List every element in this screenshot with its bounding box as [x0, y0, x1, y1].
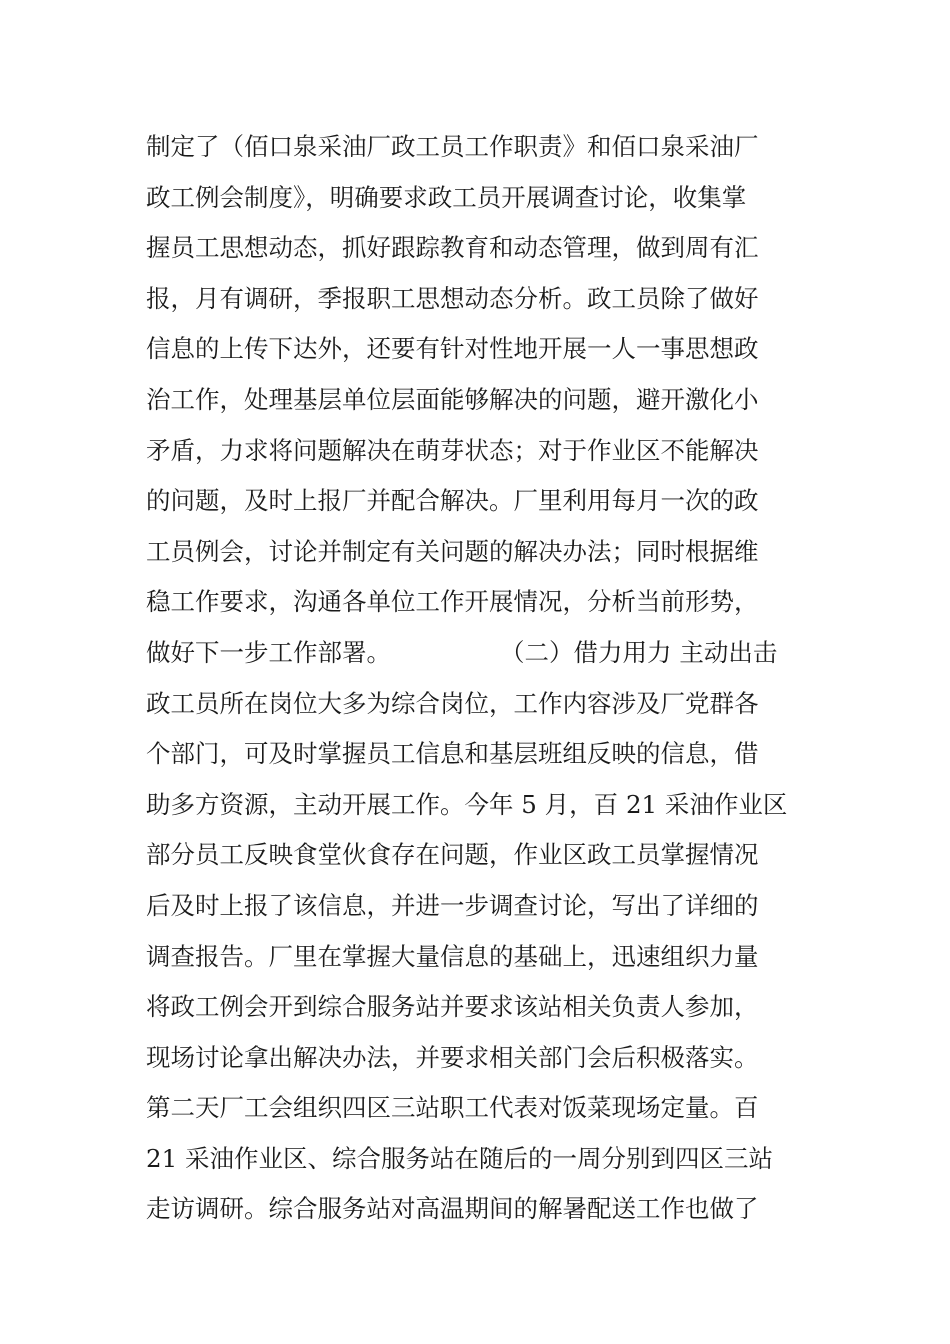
text-line: 走访调研。综合服务站对高温期间的解暑配送工作也做了: [146, 1194, 759, 1224]
text-line: 政工例会制度》，明确要求政工员开展调查讨论，收集掌: [146, 182, 747, 212]
text-line: 矛盾，力求将问题解决在萌芽状态；对于作业区不能解决: [146, 435, 759, 465]
text-line: 的问题，及时上报厂并配合解决。厂里利用每月一次的政: [146, 486, 759, 516]
text-line: 稳工作要求，沟通各单位工作开展情况，分析当前形势，: [146, 587, 759, 617]
text-line: 第二天厂工会组织四区三站职工代表对饭菜现场定量。百: [146, 1093, 759, 1123]
text-line: 治工作，处理基层单位层面能够解决的问题，避开激化小: [146, 384, 759, 414]
text-line: 报，月有调研，季报职工思想动态分析。政工员除了做好: [146, 283, 759, 313]
body-text: [146, 122, 816, 1235]
text-line: 调查报告。厂里在掌握大量信息的基础上，迅速组织力量: [146, 941, 759, 971]
text-line: 做好下一步工作部署。 （二）借力用力 主动出击: [146, 637, 778, 667]
text-line: 21 采油作业区、综合服务站在随后的一周分别到四区三站: [146, 1143, 773, 1173]
text-line: 工员例会，讨论并制定有关问题的解决办法；同时根据维: [146, 536, 759, 566]
text-line: 现场讨论拿出解决办法，并要求相关部门会后积极落实。: [146, 1042, 759, 1072]
text-line: 政工员所在岗位大多为综合岗位，工作内容涉及厂党群各: [146, 688, 759, 718]
text-line: 将政工例会开到综合服务站并要求该站相关负责人参加，: [146, 992, 759, 1022]
text-line: 信息的上传下达外，还要有针对性地开展一人一事思想政: [146, 334, 759, 364]
text-line: 握员工思想动态，抓好跟踪教育和动态管理，做到周有汇: [146, 233, 759, 263]
text-line: 部分员工反映食堂伙食存在问题，作业区政工员掌握情况: [146, 840, 759, 870]
text-line: 后及时上报了该信息，并进一步调查讨论，写出了详细的: [146, 890, 759, 920]
text-line: 助多方资源，主动开展工作。今年 5 月，百 21 采油作业区: [146, 789, 788, 819]
text-line: 个部门，可及时掌握员工信息和基层班组反映的信息，借: [146, 739, 759, 769]
text-line: 制定了（佰口泉采油厂政工员工作职责》和佰口泉采油厂: [146, 132, 759, 161]
